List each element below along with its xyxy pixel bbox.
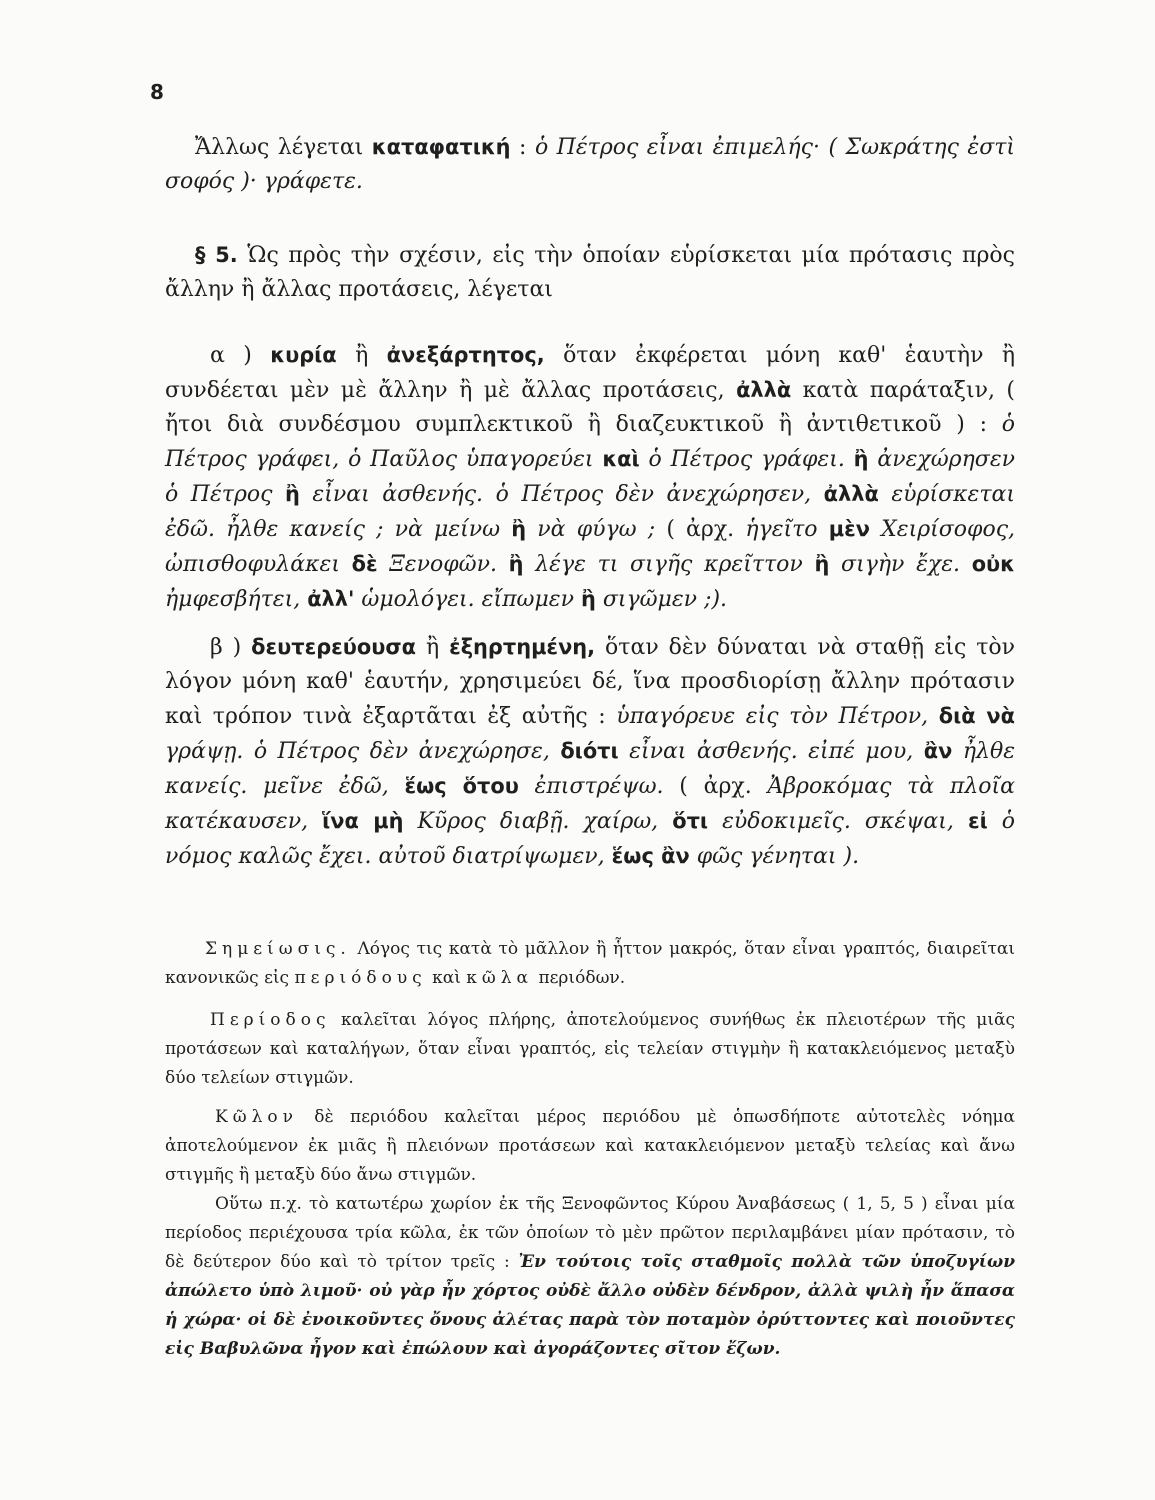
bold-term: ἀνεξάρτητος,	[386, 343, 545, 367]
example: Κῦρος διαβῇ. χαίρω,	[417, 809, 659, 834]
bold-term: ἢ	[285, 482, 300, 506]
paragraph-affirmative	[165, 130, 1015, 199]
text: ἢ	[355, 343, 369, 368]
text: ὅταν δὲν δύναται νὰ σταθῇ εἰς τὸν λόγον μόνη καθ' ἑαυτήν, χρησιμεύει δέ, ἵνα προσδιορίσῃ ἄλλην πρότασιν καὶ τρόπον τινὰ ἐξαρτᾶται ἐξ αὐτῆς :	[165, 635, 1016, 729]
bold-term: ὅτι	[672, 809, 709, 833]
bold-term: ἀλλὰ	[823, 482, 879, 506]
text: Ὡς πρὸς τὴν σχέσιν, εἰς τὴν ὁποίαν εὑρίσκεται μία πρότασις πρὸς ἄλλην ἢ ἄλλας προτάσεις, λέγεται	[165, 243, 1015, 302]
example: Χειρίσοφος, ὠπισθοφυλάκει	[165, 517, 1016, 577]
example: σιγῶμεν ;).	[602, 587, 728, 612]
bold-term: ἀλλ'	[307, 587, 355, 611]
bold-term: δὲ	[351, 552, 378, 576]
bold-term: οὐκ	[971, 552, 1016, 576]
section-number: § 5.	[195, 243, 238, 267]
example: ἡγεῖτο	[745, 517, 818, 542]
text: δὲ περιόδου καλεῖται μέρος περιόδου μὲ ὁπωσδήποτε αὐτοτελὲς νόημα ἀποτελούμενον ἐκ μιᾶς ἢ πλειόνων προτάσεων καὶ κατακλειόμενον μεταξὺ τελείας καὶ ἄνω στιγμῆς ἢ μεταξὺ δύο ἄνω στιγμῶν.	[165, 1107, 1016, 1185]
bold-term: ἢ	[580, 587, 596, 611]
page-number: 8	[150, 80, 164, 104]
text: περιόδων.	[538, 968, 626, 988]
bold-term: διότι	[560, 739, 619, 763]
text: Ἄλλως λέγεται	[195, 135, 364, 160]
bold-term: ἢ	[853, 447, 869, 471]
example: γράψῃ. ὁ Πέτρος δὲν ἀνεχώρησε,	[165, 739, 550, 764]
paragraph-subordinate-clause	[165, 630, 1015, 874]
bold-term: ἵνα μὴ	[322, 809, 404, 833]
example: ὁ Πέτρος γράφει, ὁ Παῦλος ὑπαγορεύει	[165, 412, 1016, 472]
bold-term: ἐξηρτημένη,	[449, 635, 596, 659]
spaced-term: κῶλα	[466, 968, 534, 988]
bold-term: ἢ	[814, 552, 830, 576]
text: ὅταν ἐκφέρεται μόνη καθ' ἑαυτὴν ἢ συνδέεται μὲν μὲ ἄλλην ἢ μὲ ἄλλας προτάσεις,	[165, 343, 1016, 403]
paragraph-main-clause	[165, 338, 1015, 617]
note-heading: Σημείωσις.	[205, 939, 351, 959]
text: Λόγος τις κατὰ τὸ μᾶλλον ἢ ἧττον μακρός, ὅταν εἶναι γραπτός, διαιρεῖται κανονικῶς εἰς	[165, 939, 1015, 988]
text: ( ἀρχ.	[666, 517, 735, 542]
bold-term: ἂν	[923, 739, 953, 763]
example: Ἀβροκόμας τὰ πλοῖα κατέκαυσεν,	[165, 774, 1015, 834]
text: καλεῖται λόγος πλήρης, ἀποτελούμενος συνήθως ἐκ πλειοτέρων τῆς μιᾶς προτάσεων καὶ καταλήγων, ὅταν εἶναι γραπτός, εἰς τελείαν στιγμὴν ἢ κατακλειόμενος μεταξὺ δύο τελείων στιγμῶν.	[165, 1010, 1015, 1088]
spaced-term: Περίοδος	[210, 1010, 331, 1030]
spaced-term: περιόδους	[294, 968, 427, 988]
bold-term: διὰ νὰ	[938, 704, 1015, 728]
example: ὑπαγόρευε εἰς τὸν Πέτρον,	[616, 704, 929, 729]
bold-term: καὶ	[602, 447, 640, 471]
bold-term: δευτερεύουσα	[251, 635, 416, 659]
note-colon	[165, 1103, 1015, 1190]
example: ὡμολόγει. εἴπωμεν	[361, 587, 574, 612]
text: β )	[210, 635, 242, 660]
example: λέγε τι σιγῆς κρεῖττον	[535, 552, 803, 577]
bold-term: ἕως ὅτου	[404, 774, 519, 798]
example: ὁ νόμος καλῶς ἔχει. αὐτοῦ διατρίψωμεν,	[165, 809, 1016, 869]
example: εὐδοκιμεῖς. σκέψαι,	[722, 809, 954, 834]
example: εὑρίσκεται ἐδῶ. ἦλθε κανείς ; νὰ μείνω	[165, 482, 1016, 542]
note-period	[165, 1006, 1015, 1093]
example: ὁ Πέτρος γράφει.	[648, 447, 845, 472]
bold-term: καταφατική	[371, 135, 511, 159]
quotation: Ἐν τούτοις τοῖς σταθμοῖς πολλὰ τῶν ὑποζυγίων ἀπώλετο ὑπὸ λιμοῦ· οὐ γὰρ ἦν χόρτος οὐδὲ ἄλλο οὐδὲν δένδρον, ἀλλὰ ψιλὴ ἦν ἅπασα ἡ χώρα· οἱ δὲ ἐνοικοῦντες ὄνους ἀλέτας παρὰ τὸν ποταμὸν ὀρύττοντες καὶ ποιοῦντες εἰς Βαβυλῶνα ἦγον καὶ ἐπώλουν καὶ ἀγοράζοντες σῖτον ἔζων.	[165, 1252, 1015, 1359]
example: ὁ Πέτρος εἶναι ἐπιμελής· ( Σωκράτης ἐστὶ σοφός )· γράφετε.	[165, 135, 1016, 194]
example: νὰ φύγω ;	[537, 517, 656, 542]
example: σιγὴν ἔχε.	[841, 552, 961, 577]
bold-term: ἢ	[511, 517, 527, 541]
text: ἢ	[425, 635, 440, 660]
paragraph-section-5	[165, 238, 1015, 307]
example: ἦλθε κανείς. μεῖνε ἐδῶ,	[165, 739, 1016, 799]
text: ( ἀρχ.	[679, 774, 752, 799]
example: φῶς γένηται ).	[696, 844, 860, 869]
example: ἠμφεσβήτει,	[165, 587, 301, 612]
example: Ξενοφῶν.	[389, 552, 497, 577]
text: καὶ	[432, 968, 461, 988]
bold-term: ἕως ἂν	[611, 844, 690, 868]
bold-term: ἢ	[508, 552, 524, 576]
text: α )	[210, 343, 252, 368]
note-example	[165, 1190, 1015, 1364]
bold-term: κυρία	[270, 343, 337, 367]
bold-term: ἀλλὰ	[736, 378, 792, 402]
text: :	[519, 135, 527, 160]
note-remark	[165, 935, 1015, 993]
bold-term: εἰ	[967, 809, 988, 833]
example: ἀνεχώρησεν ὁ Πέτρος	[165, 447, 1015, 507]
bold-term: μὲν	[828, 517, 870, 541]
example: εἶναι ἀσθενής. ὁ Πέτρος δὲν ἀνεχώρησεν,	[312, 482, 812, 507]
spaced-term: Κῶλον	[215, 1107, 298, 1127]
example: ἐπιστρέψω.	[534, 774, 664, 799]
example: εἶναι ἀσθενής. εἰπέ μου,	[629, 739, 914, 764]
text: Οὕτω π.χ. τὸ κατωτέρω χωρίον ἐκ τῆς Ξενοφῶντος Κύρου Ἀναβάσεως ( 1, 5, 5 ) εἶναι μία περίοδος περιέχουσα τρία κῶλα, ἐκ τῶν ὁποίων τὸ μὲν πρῶτον περιλαμβάνει μίαν πρότασιν, τὸ δὲ δεύτερον δύο καὶ τὸ τρίτον τρεῖς :	[165, 1194, 1015, 1272]
text: κατὰ παράταξιν, ( ἤτοι διὰ συνδέσμου συμπλεκτικοῦ ἢ διαζευκτικοῦ ἢ ἀντιθετικοῦ ) :	[165, 378, 1015, 437]
